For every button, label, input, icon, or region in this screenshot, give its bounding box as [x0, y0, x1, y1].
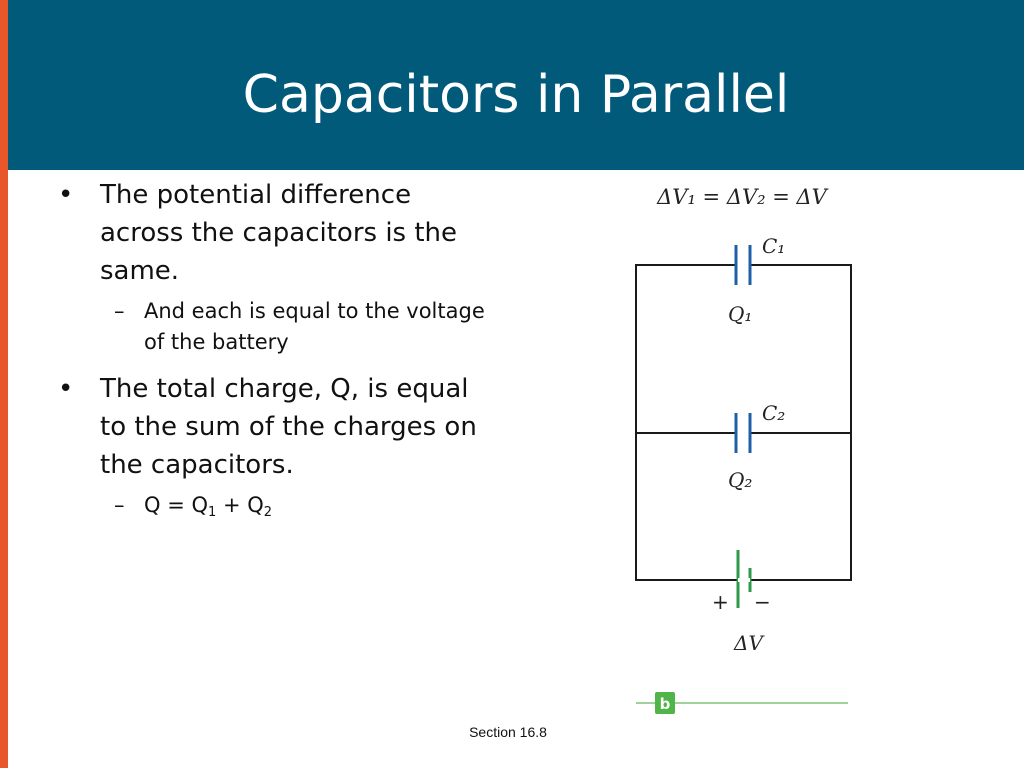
dash-icon: –: [114, 493, 125, 517]
plus-label: +: [712, 590, 729, 614]
battery-voltage-label: ΔV: [734, 631, 763, 655]
battery: [738, 550, 750, 608]
formula-sub-2: 2: [263, 505, 273, 520]
slide-title: Capacitors in Parallel: [242, 65, 790, 125]
bullet-text: The potential difference across the capacitors is the same.: [100, 180, 458, 286]
voltage-equation: ΔV₁ = ΔV₂ = ΔV: [657, 185, 827, 209]
bullet-item: [58, 370, 488, 484]
accent-bar: [0, 0, 8, 768]
bullet-icon: •: [58, 180, 74, 210]
q2-label: Q₂: [728, 468, 753, 492]
circuit-diagram: [600, 176, 860, 721]
top-branch-wire: [636, 265, 738, 580]
bullet-item: [58, 176, 488, 290]
bullet-text: The total charge, Q, is equal to the sum of the charges on the capacitors.: [100, 374, 477, 480]
formula-q: Q = Q: [144, 493, 209, 517]
bullet-icon: •: [58, 374, 74, 404]
q1-label: Q₁: [728, 302, 753, 326]
dash-icon: –: [114, 299, 125, 323]
sub-bullet-item: [58, 490, 488, 521]
panel-tag-label: b: [659, 695, 671, 713]
charge-formula: [144, 493, 273, 520]
sub-bullet-item: [58, 296, 488, 358]
capacitor-c2: [736, 413, 750, 453]
bullet-list: [58, 176, 488, 533]
capacitor-c1: [736, 245, 750, 285]
formula-sub-1: 1: [208, 505, 217, 520]
slide-footer: Section 16.8: [469, 724, 547, 740]
minus-label: −: [754, 590, 771, 614]
c1-label: C₁: [762, 234, 786, 258]
c2-label: C₂: [762, 401, 786, 425]
formula-plus: + Q: [216, 493, 264, 517]
sub-bullet-text: And each is equal to the voltage of the battery: [144, 299, 485, 354]
